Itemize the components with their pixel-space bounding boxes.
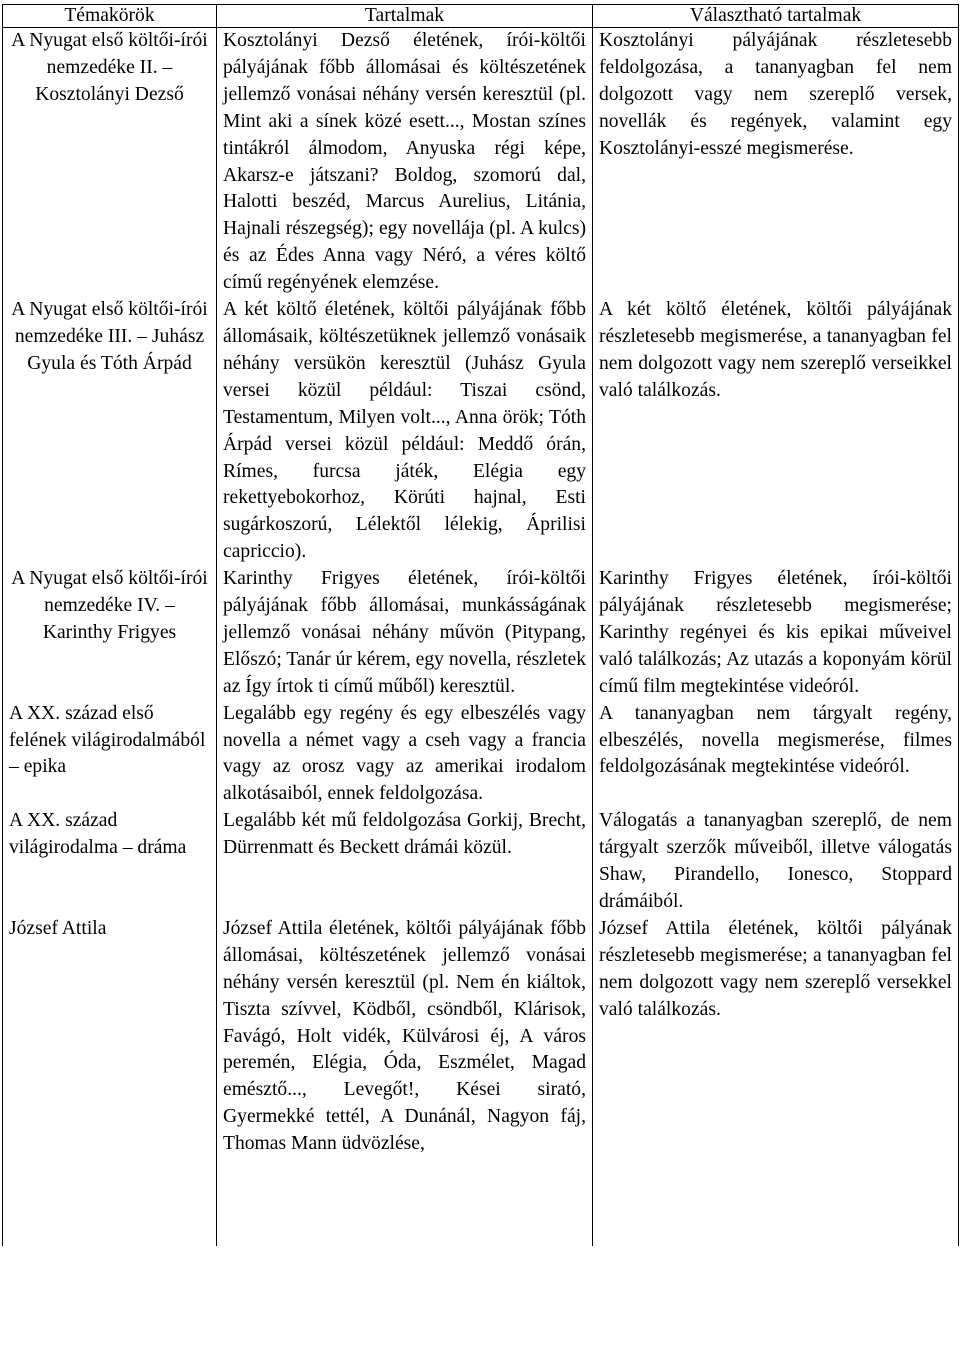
topic-cell: A Nyugat első költői-írói nemzedéke III. – Juhász Gyula és Tóth Árpád (3, 297, 217, 566)
topic-cell: A XX. század első felének világirodalmából – epika (3, 701, 217, 809)
optional-content-cell: Kosztolányi pályájának részletesebb feldolgozása, a tananyagban fel nem dolgozott vagy nem szereplő versek, novellák és regények, valamint egy Kosztolányi-esszé megismerése. (593, 28, 959, 298)
table-row (3, 916, 959, 1246)
content-cell: Legalább két mű feldolgozása Gorkij, Brecht, Dürrenmatt és Beckett drámái közül. (217, 808, 593, 916)
header-row (3, 5, 959, 28)
table-row (3, 297, 959, 566)
optional-content-cell: Válogatás a tananyagban szereplő, de nem tárgyalt szerzők műveiből, illetve válogatás Shaw, Pirandello, Ionesco, Stoppard drámáiból. (593, 808, 959, 916)
content-cell: Kosztolányi Dezső életének, írói-költői pályájának főbb állomásai és költészetének jellemző vonásai néhány versén keresztül (pl. Mint aki a sínek közé esett..., Mostan színes tintákról álmodom, Anyuska régi képe, Akarsz-e játszani? Boldog, szomorú dal, Halotti beszéd, Marcus Aurelius, Litánia, Hajnali részegség); egy novellája (pl. A kulcs) és az Édes Anna vagy Néró, a véres költő című regényének elemzése. (217, 28, 593, 298)
table-row (3, 701, 959, 809)
content-cell: Legalább egy regény és egy elbeszélés vagy novella a német vagy a cseh vagy a francia vagy az orosz vagy az amerikai irodalom alkotásaiból, ennek feldolgozása. (217, 701, 593, 809)
topic-cell: A XX. század világirodalma – dráma (3, 808, 217, 916)
topic-cell: A Nyugat első költői-írói nemzedéke II. – Kosztolányi Dezső (3, 28, 217, 298)
header-topics: Témakörök (3, 5, 217, 28)
curriculum-table (2, 4, 959, 1246)
topic-cell: A Nyugat első költői-írói nemzedéke IV. – Karinthy Frigyes (3, 566, 217, 701)
optional-content-cell: József Attila életének, költői pályának részletesebb megismerése; a tananyagban fel nem dolgozott vagy nem szereplő versekkel való találkozás. (593, 916, 959, 1246)
header-optional-contents: Választható tartalmak (593, 5, 959, 28)
content-cell: József Attila életének, költői pályájának főbb állomásai, költészetének jellemző vonásai néhány versén keresztül (pl. Nem én kiáltok, Tiszta szívvel, Ködből, csöndből, Klárisok, Favágó, Holt vidék, Külvárosi éj, A város peremén, Elégia, Óda, Eszmélet, Magad emésztő..., Levegőt!, Kései sirató, Gyermekké tettél, A Dunánál, Nagyon fáj, Thomas Mann üdvözlése, (217, 916, 593, 1246)
optional-content-cell: Karinthy Frigyes életének, írói-költői pályájának részletesebb megismerése; Karinthy regényei és kis epikai műveivel való találkozás; Az utazás a koponyám körül című film megtekintése videóról. (593, 566, 959, 701)
content-cell: A két költő életének, költői pályájának főbb állomásaik, költészetüknek jellemző vonásaik néhány versükön keresztül (Juhász Gyula versei közül például: Tiszai csönd, Testamentum, Milyen volt..., Anna örök; Tóth Árpád versei közül például: Meddő órán, Rímes, furcsa játék, Elégia egy rekettyebokorhoz, Körúti hajnal, Esti sugárkoszorú, Lélektől lélekig, Áprilisi capriccio). (217, 297, 593, 566)
table-row (3, 808, 959, 916)
table-row (3, 28, 959, 298)
content-cell: Karinthy Frigyes életének, írói-költői pályájának főbb állomásai, munkásságának jellemző vonásai néhány művön (Pitypang, Előszó; Tanár úr kérem, egy novella, részletek az Így írtok ti című műből) keresztül. (217, 566, 593, 701)
optional-content-cell: A két költő életének, költői pályájának részletesebb megismerése, a tananyagban fel nem dolgozott vagy nem szereplő verseikkel való találkozás. (593, 297, 959, 566)
topic-cell: József Attila (3, 916, 217, 1246)
header-contents: Tartalmak (217, 5, 593, 28)
table-row (3, 566, 959, 701)
optional-content-cell: A tananyagban nem tárgyalt regény, elbeszélés, novella megismerése, filmes feldolgozásának megtekintése videóról. (593, 701, 959, 809)
